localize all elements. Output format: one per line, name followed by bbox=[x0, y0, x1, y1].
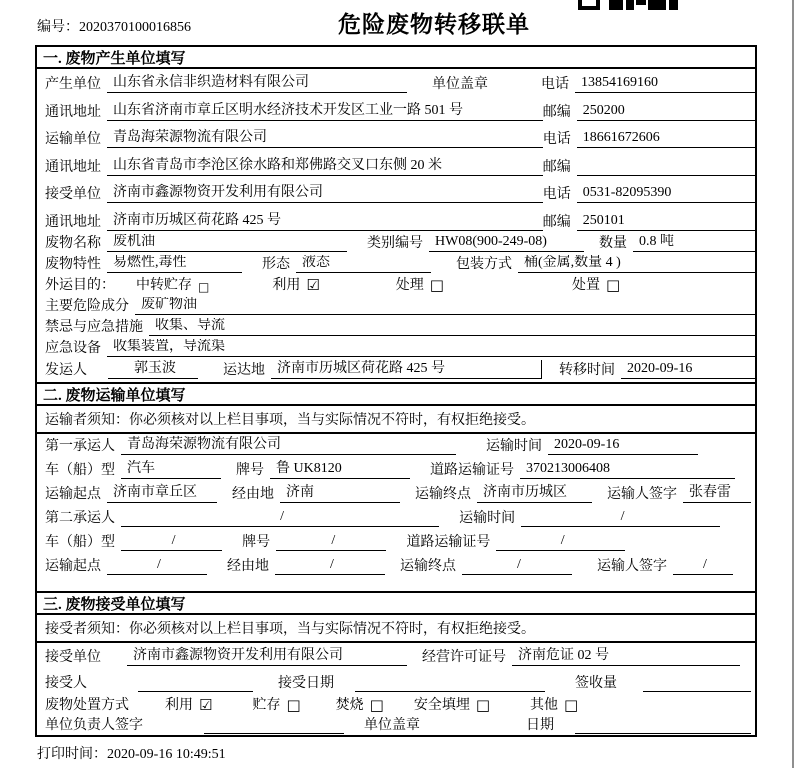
disposal-option-other: 其他 □ bbox=[530, 696, 579, 714]
checkbox-checked-icon: ☑ bbox=[306, 276, 320, 294]
page-right-edge bbox=[792, 0, 794, 768]
row-route1 bbox=[37, 482, 755, 506]
print-time-label: 打印时间： bbox=[37, 747, 107, 762]
packing-value: 桶(金属,数量 4 ) bbox=[518, 255, 755, 273]
row-waste-name bbox=[37, 234, 755, 255]
transporter-notice: 运输者须知：你必须核对以上栏目事项，当与实际情况不符时，有权拒绝接受。 bbox=[37, 406, 755, 434]
road-license-label: 道路运输证号 bbox=[406, 535, 491, 550]
print-time bbox=[37, 743, 226, 763]
vehicle2-value: / bbox=[121, 533, 222, 551]
producer-phone-value: 13854169160 bbox=[575, 75, 755, 93]
purpose-option-transfer-storage: 中转贮存 □ bbox=[136, 278, 210, 294]
transporter-zip-value bbox=[577, 159, 755, 176]
transfer-time-label: 转移时间 bbox=[559, 363, 615, 378]
row-hazard-components bbox=[37, 297, 755, 318]
manifest-table bbox=[35, 45, 757, 737]
qr-code-fragment-icon bbox=[578, 0, 678, 10]
row-second-carrier bbox=[37, 506, 755, 530]
checkbox-unchecked-icon: □ bbox=[429, 276, 444, 294]
form-value: 液态 bbox=[296, 255, 431, 273]
address-label: 通讯地址 bbox=[45, 215, 101, 230]
date-value bbox=[575, 717, 751, 734]
checkbox-checked-icon: ☑ bbox=[199, 696, 213, 714]
row-producer-address bbox=[37, 96, 755, 124]
code-value: HW08(900-249-08) bbox=[429, 234, 584, 252]
carrier-sign-label: 运输人签字 bbox=[597, 559, 667, 574]
producer-zip-value: 250200 bbox=[577, 103, 755, 121]
address-label: 通讯地址 bbox=[45, 105, 101, 120]
seal-label: 单位盖章 bbox=[432, 77, 488, 92]
section2-header: 二. 废物运输单位填写 bbox=[37, 382, 755, 406]
disposal-option-utilize: 利用 ☑ bbox=[165, 696, 213, 714]
consignor-label: 发运人 bbox=[45, 363, 87, 378]
zip-label: 邮编 bbox=[542, 215, 571, 230]
accept-date-label: 接受日期 bbox=[278, 676, 334, 691]
code-label: 类别编号 bbox=[367, 236, 423, 251]
transfer-time-value: 2020-09-16 bbox=[621, 361, 755, 379]
row-vehicle1 bbox=[37, 458, 755, 482]
purpose-option-treat: 处理 □ bbox=[395, 276, 444, 294]
destination-value: 济南市历城区荷花路 425 号 bbox=[271, 360, 541, 379]
receiver-notice: 接受者须知：你必须核对以上栏目事项，当与实际情况不符时，有权拒绝接受。 bbox=[37, 615, 755, 643]
plate1-value: 鲁 UK8120 bbox=[270, 458, 410, 479]
purpose-option-utilize: 利用 ☑ bbox=[272, 276, 320, 294]
origin2-value: / bbox=[107, 557, 207, 575]
packing-label: 包装方式 bbox=[456, 257, 512, 272]
form-label: 形态 bbox=[262, 257, 290, 272]
row-route2 bbox=[37, 554, 755, 578]
serial-label: 编号： bbox=[37, 20, 79, 35]
carrier2-value: / bbox=[121, 509, 439, 527]
row-purpose bbox=[37, 276, 755, 297]
purpose-option-dispose: 处置 □ bbox=[571, 276, 621, 294]
character-label: 废物特性 bbox=[45, 257, 101, 272]
row-first-carrier bbox=[37, 434, 755, 458]
phone-label: 电话 bbox=[541, 77, 569, 92]
checkbox-unchecked-icon: □ bbox=[286, 696, 301, 714]
producer-value: 山东省永信非织造材料有限公司 bbox=[107, 71, 407, 93]
checkbox-unchecked-icon: □ bbox=[198, 280, 210, 294]
disposal-option-store: 贮存 □ bbox=[252, 696, 301, 714]
checkbox-unchecked-icon: □ bbox=[564, 696, 579, 714]
carrier-sign1-value: 张春雷 bbox=[683, 482, 751, 503]
acceptor-value bbox=[138, 675, 253, 692]
qty-value: 0.8 吨 bbox=[633, 234, 755, 252]
serial-value: 2020370100016856 bbox=[79, 20, 191, 35]
section1-header: 一. 废物产生单位填写 bbox=[37, 47, 755, 69]
plate-label: 牌号 bbox=[236, 463, 264, 478]
page-title: 危险废物转移联单 bbox=[338, 12, 530, 37]
hazard-label: 主要危险成分 bbox=[45, 299, 129, 314]
row-receiver-address bbox=[37, 206, 755, 234]
transport-time1-value: 2020-09-16 bbox=[548, 437, 698, 455]
zip-label: 邮编 bbox=[542, 160, 571, 175]
row-vehicle2 bbox=[37, 530, 755, 554]
producer-address-value: 山东省济南市章丘区明水经济技术开发区工业一路 501 号 bbox=[107, 99, 543, 121]
phone-label: 电话 bbox=[542, 187, 571, 202]
row-waste-character bbox=[37, 255, 755, 276]
equipment-label: 应急设备 bbox=[45, 341, 101, 356]
zip-label: 邮编 bbox=[542, 105, 571, 120]
disposal-option-incinerate: 焚烧 □ bbox=[335, 696, 384, 714]
destination-label: 运达地 bbox=[223, 363, 265, 378]
row-consignor bbox=[37, 360, 755, 382]
transporter-address-value: 山东省青岛市李沧区徐水路和郑佛路交叉口东侧 20 米 bbox=[107, 154, 543, 176]
transport-time-label: 运输时间 bbox=[459, 511, 516, 526]
carrier1-label: 第一承运人 bbox=[45, 439, 115, 454]
transporter-phone-value: 18661672606 bbox=[577, 130, 755, 148]
row-transporter bbox=[37, 124, 755, 151]
row-emergency-equipment bbox=[37, 339, 755, 360]
row-head-signature bbox=[37, 717, 755, 737]
head-sign-label: 单位负责人签字 bbox=[45, 718, 143, 733]
via-label: 经由地 bbox=[232, 487, 274, 502]
unit-seal-label: 单位盖章 bbox=[364, 718, 420, 733]
measures-label: 禁忌与应急措施 bbox=[45, 320, 143, 335]
vehicle-label: 车（船）型 bbox=[45, 463, 115, 478]
disposal-option-landfill: 安全填埋 □ bbox=[413, 696, 491, 714]
row-accepting-unit bbox=[37, 643, 755, 669]
carrier-sign-label: 运输人签字 bbox=[607, 487, 677, 502]
accepting-unit-value: 济南市鑫源物资开发利用有限公司 bbox=[127, 644, 407, 666]
plate-label: 牌号 bbox=[242, 535, 271, 550]
vehicle1-value: 汽车 bbox=[121, 458, 221, 479]
row-emergency-measures bbox=[37, 318, 755, 339]
transport-time-label: 运输时间 bbox=[486, 439, 542, 454]
plate2-value: / bbox=[276, 533, 386, 551]
end-label: 运输终点 bbox=[400, 559, 456, 574]
origin1-value: 济南市章丘区 bbox=[107, 482, 217, 503]
waste-name-label: 废物名称 bbox=[45, 236, 101, 251]
end-label: 运输终点 bbox=[415, 487, 471, 502]
vehicle-label: 车（船）型 bbox=[45, 535, 115, 550]
head-sign-value bbox=[204, 717, 344, 734]
received-qty-label: 签收量 bbox=[575, 676, 617, 691]
qty-label: 数量 bbox=[599, 236, 627, 251]
via2-value: / bbox=[275, 557, 385, 575]
accept-date-value bbox=[355, 675, 545, 692]
road-license2-value: / bbox=[496, 533, 625, 551]
acceptor-label: 接受人 bbox=[45, 676, 87, 691]
transport-time2-value: / bbox=[521, 509, 720, 527]
end2-value: / bbox=[462, 557, 572, 575]
carrier2-label: 第二承运人 bbox=[45, 511, 115, 526]
end1-value: 济南市历城区 bbox=[477, 482, 592, 503]
transporter-value: 青岛海荣源物流有限公司 bbox=[107, 126, 543, 148]
accepting-unit-label: 接受单位 bbox=[45, 650, 101, 665]
character-value: 易燃性,毒性 bbox=[107, 255, 242, 273]
receiver-label: 接受单位 bbox=[45, 187, 101, 202]
phone-label: 电话 bbox=[542, 132, 571, 147]
checkbox-unchecked-icon: □ bbox=[475, 696, 491, 714]
cell-divider bbox=[541, 360, 542, 379]
address-label: 通讯地址 bbox=[45, 160, 101, 175]
receiver-zip-value: 250101 bbox=[577, 213, 755, 231]
via1-value: 济南 bbox=[280, 482, 400, 503]
row-producer bbox=[37, 69, 755, 96]
row-acceptor bbox=[37, 669, 755, 695]
operating-license-value: 济南危证 02 号 bbox=[512, 644, 740, 666]
row-receiver bbox=[37, 179, 755, 206]
road-license1-value: 370213006408 bbox=[520, 461, 735, 479]
received-qty-value bbox=[643, 675, 751, 692]
receiver-phone-value: 0531-82095390 bbox=[577, 185, 755, 203]
row-disposal-method bbox=[37, 695, 755, 717]
row-transporter-address bbox=[37, 151, 755, 179]
measures-value: 收集、导流 bbox=[149, 318, 755, 336]
section2-spacer bbox=[37, 578, 755, 591]
hazard-value: 废矿物油 bbox=[135, 297, 755, 315]
origin-label: 运输起点 bbox=[45, 487, 101, 502]
waste-name-value: 废机油 bbox=[107, 234, 347, 252]
operating-license-label: 经营许可证号 bbox=[422, 650, 506, 665]
road-license-label: 道路运输证号 bbox=[430, 463, 514, 478]
print-time-value: 2020-09-16 10:49:51 bbox=[107, 747, 226, 762]
receiver-address-value: 济南市历城区荷花路 425 号 bbox=[107, 209, 543, 231]
consignor-value: 郭玉波 bbox=[108, 360, 198, 379]
via-label: 经由地 bbox=[227, 559, 269, 574]
receiver-value: 济南市鑫源物资开发利用有限公司 bbox=[107, 181, 543, 203]
origin-label: 运输起点 bbox=[45, 559, 101, 574]
serial-number bbox=[37, 16, 191, 36]
transporter-label: 运输单位 bbox=[45, 132, 101, 147]
disposal-label: 废物处置方式 bbox=[45, 698, 129, 713]
date-label: 日期 bbox=[526, 718, 554, 733]
carrier1-value: 青岛海荣源物流有限公司 bbox=[121, 434, 456, 455]
purpose-label: 外运目的： bbox=[45, 278, 115, 293]
checkbox-unchecked-icon: □ bbox=[369, 696, 384, 714]
section3-header: 三. 废物接受单位填写 bbox=[37, 591, 755, 615]
producer-label: 产生单位 bbox=[45, 77, 101, 92]
carrier-sign2-value: / bbox=[673, 557, 733, 575]
equipment-value: 收集装置，导流渠 bbox=[107, 339, 755, 357]
checkbox-unchecked-icon: □ bbox=[605, 276, 621, 294]
